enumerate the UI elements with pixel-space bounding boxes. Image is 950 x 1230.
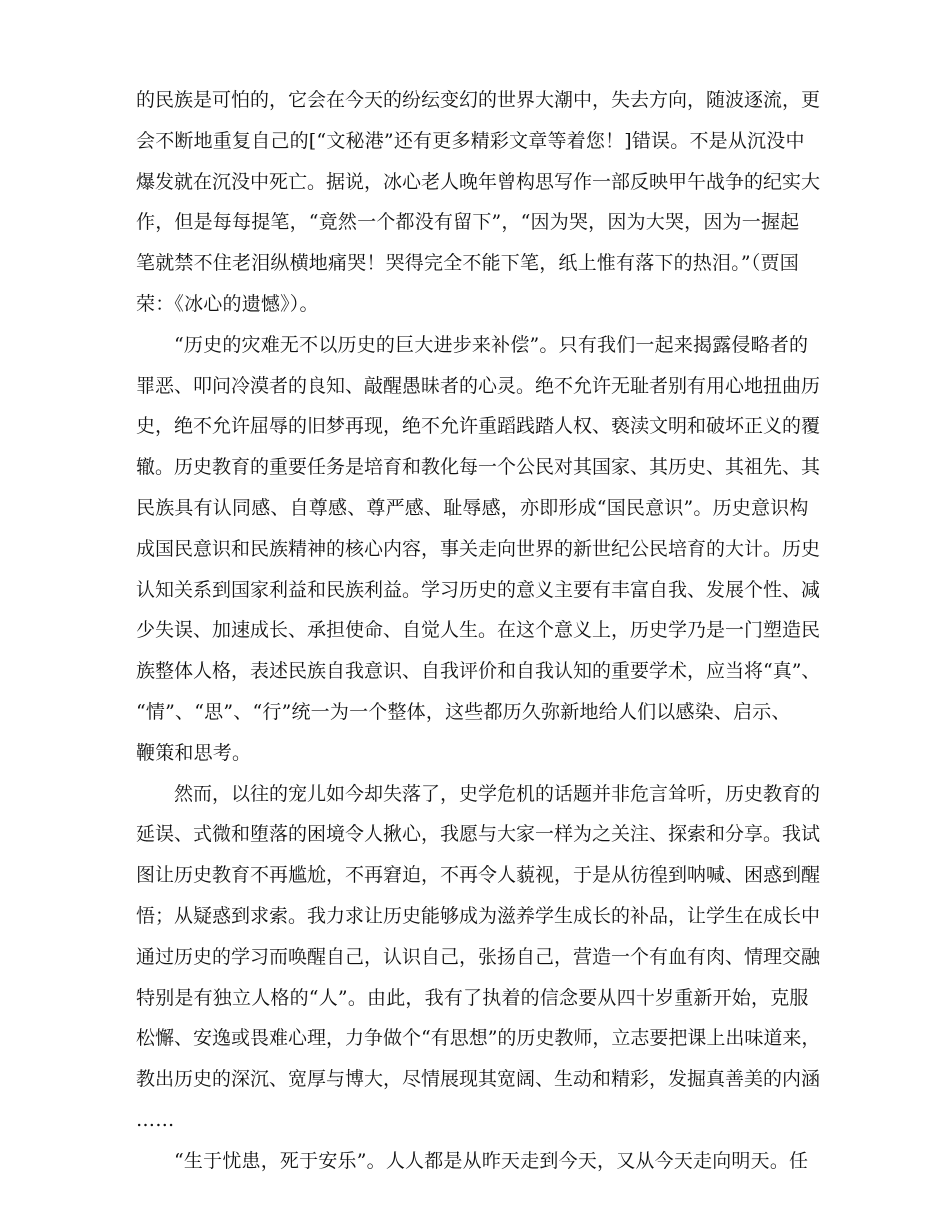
text-line: 爆发就在沉没中死亡。据说，冰心老人晚年曾构思写作一部反映甲午战争的纪实大 [136,170,821,193]
text-line: 通过历史的学习而唤醒自己，认识自己，张扬自己，营造一个有血有肉、情理交融 [136,945,821,968]
text-line: 民族具有认同感、自尊感、尊严感、耻辱感，亦即形成“国民意识”。历史意识构 [136,496,809,519]
text-line: 悟；从疑惑到求索。我力求让历史能够成为滋养学生成长的补品，让学生在成长中 [136,904,821,927]
text-line: 史，绝不允许屈辱的旧梦再现，绝不允许重蹈践踏人权、亵渎文明和破坏正义的覆 [136,415,821,438]
paragraph-4 [136,1141,826,1182]
text-line: 鞭策和思考。 [136,741,252,764]
text-line: 认知关系到国家利益和民族利益。学习历史的意义主要有丰富自我、发展个性、减 [136,578,821,601]
text-line: “生于忧患，死于安乐”。人人都是从昨天走到今天，又从今天走向明天。任 [174,1149,809,1172]
paragraph-3 [136,774,826,1141]
text-line: 少失误、加速成长、承担使命、自觉人生。在这个意义上，历史学乃是一门塑造民 [136,619,821,642]
text-line: 会不断地重复自己的[“文秘港”还有更多精彩文章等着您！]错误。不是从沉没中 [136,129,805,152]
body-text [136,80,826,1182]
text-line: 延误、式微和堕落的困境令人揪心，我愿与大家一样为之关注、探索和分享。我试 [136,823,821,846]
paragraph-2 [136,325,826,774]
text-line: 笔就禁不住老泪纵横地痛哭！哭得完全不能下笔，纸上惟有落下的热泪。”（贾国 [136,252,799,275]
text-line: 罪恶、叩问冷漠者的良知、敲醒愚昧者的心灵。绝不允许无耻者别有用心地扭曲历 [136,374,821,397]
text-line: 特别是有独立人格的“人”。由此，我有了执着的信念要从四十岁重新开始，克服 [136,986,809,1009]
text-line: 成国民意识和民族精神的核心内容，事关走向世界的新世纪公民培育的大计。历史 [136,537,821,560]
text-line: 作，但是每每提笔，“竟然一个都没有留下”，“因为哭，因为大哭，因为一握起 [136,211,800,234]
text-line: 图让历史教育不再尴尬，不再窘迫，不再令人藐视，于是从彷徨到呐喊、困惑到醒 [136,864,821,887]
text-line: 辙。历史教育的重要任务是培育和教化每一个公民对其国家、其历史、其祖先、其 [136,456,821,479]
text-line: 松懈、安逸或畏难心理，力争做个“有思想”的历史教师，立志要把课上出味道来， [136,1027,821,1050]
text-line: 的民族是可怕的，它会在今天的纷纭变幻的世界大潮中，失去方向，随波逐流，更 [136,89,821,111]
text-line: …… [136,1108,175,1131]
text-line: “历史的灾难无不以历史的巨大进步来补偿”。只有我们一起来揭露侵略者的 [174,333,809,356]
text-line: 教出历史的深沉、宽厚与博大，尽情展现其宽阔、生动和精彩，发掘真善美的内涵 [136,1068,821,1091]
text-line: 荣：《冰心的遗憾》）。 [136,292,319,315]
text-line: 然而，以往的宠儿如今却失落了，史学危机的话题并非危言耸听，历史教育的 [174,782,821,805]
text-line: 族整体人格，表述民族自我意识、自我评价和自我认知的重要学术，应当将“真”、 [136,660,821,683]
text-line: “情”、“思”、“行”统一为一个整体，这些都历久弥新地给人们以感染、启示、 [136,700,791,723]
paragraph-1 [136,80,826,325]
